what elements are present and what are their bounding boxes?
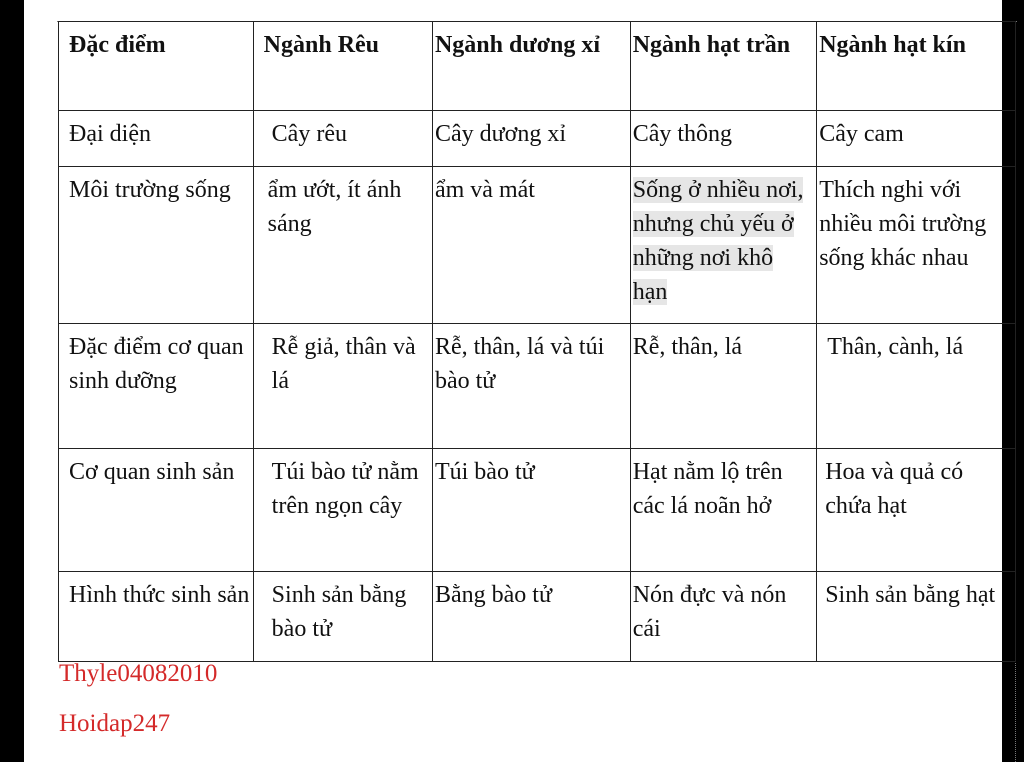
table-row xyxy=(59,449,1016,572)
table-row xyxy=(59,167,1016,324)
document-page xyxy=(24,0,1002,762)
watermark-username: Thyle04082010 xyxy=(59,660,218,687)
table-cell: Cây cam xyxy=(817,111,1016,167)
table-cell: Cây thông xyxy=(630,111,816,167)
row-label: Đại diện xyxy=(59,111,254,167)
row-label: Đặc điểm cơ quan sinh dưỡng xyxy=(59,324,254,449)
table-cell: Rễ, thân, lá xyxy=(630,324,816,449)
highlighted-text: Sống ở nhiều nơi, nhưng chủ yếu ở những nơi khô hạn xyxy=(632,177,804,305)
table-cell: Cây dương xỉ xyxy=(432,111,630,167)
header-cell-gymnosperm: Ngành hạt trần xyxy=(630,22,816,111)
table-cell: Rễ giả, thân và lá xyxy=(253,324,432,449)
row-label: Hình thức sinh sản xyxy=(59,572,254,662)
table-cell: Bằng bào tử xyxy=(432,572,630,662)
table-cell-highlighted xyxy=(630,167,816,324)
header-row xyxy=(59,22,1016,111)
row-label: Môi trường sống xyxy=(59,167,254,324)
table-cell: Sinh sản bằng bào tử xyxy=(253,572,432,662)
table-cell: Rễ, thân, lá và túi bào tử xyxy=(432,324,630,449)
table-row xyxy=(59,324,1016,449)
watermark-site: Hoidap247 xyxy=(59,710,171,737)
table-cell: Sinh sản bằng hạt xyxy=(817,572,1016,662)
table-cell: Hoa và quả có chứa hạt xyxy=(817,449,1016,572)
table-cell: Nón đực và nón cái xyxy=(630,572,816,662)
header-cell-moss: Ngành Rêu xyxy=(253,22,432,111)
table-cell: Thân, cành, lá xyxy=(817,324,1016,449)
table-cell: Túi bào tử nằm trên ngọn cây xyxy=(253,449,432,572)
table-cell: Túi bào tử xyxy=(432,449,630,572)
table-row xyxy=(59,572,1016,662)
row-label: Cơ quan sinh sản xyxy=(59,449,254,572)
header-cell-feature: Đặc điểm xyxy=(59,22,254,111)
header-cell-angiosperm: Ngành hạt kín xyxy=(817,22,1016,111)
table-cell: ẩm và mát xyxy=(432,167,630,324)
comparison-table xyxy=(58,21,1016,662)
table-row xyxy=(59,111,1016,167)
table-cell: Thích nghi với nhiều môi trường sống khác nhau xyxy=(817,167,1016,324)
table-cell: Cây rêu xyxy=(253,111,432,167)
table-cell: Hạt nằm lộ trên các lá noãn hở xyxy=(630,449,816,572)
header-cell-fern: Ngành dương xỉ xyxy=(432,22,630,111)
table-cell: ẩm ướt, ít ánh sáng xyxy=(253,167,432,324)
